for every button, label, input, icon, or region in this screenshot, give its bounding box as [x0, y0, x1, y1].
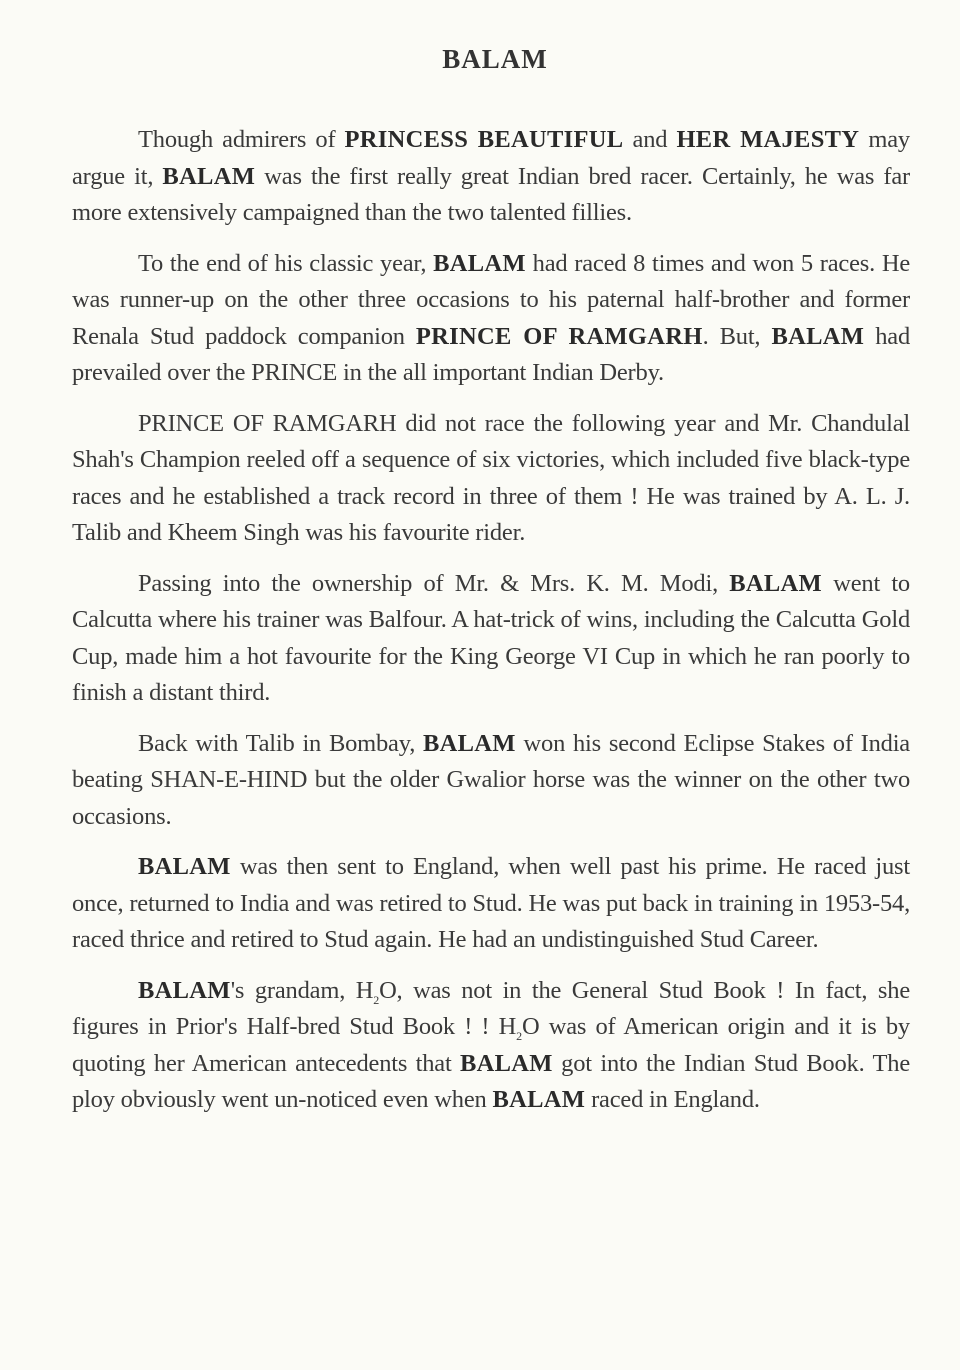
bold-text: BALAM — [138, 853, 231, 880]
text-run: . But, — [702, 322, 772, 350]
bold-text: BALAM — [771, 322, 865, 350]
text-run: Back with Talib in Bombay, — [138, 729, 423, 757]
text-run: raced in England. — [585, 1086, 760, 1113]
text-run: Passing into the ownership of Mr. & Mrs. K. M. Modi, — [138, 569, 730, 597]
bold-text: PRINCE OF RAMGARH — [415, 322, 703, 350]
text-run: O, was not in the General Stud Book ! In fact, she figures in Prior's Half-bred Stud Book ! ! H — [72, 976, 910, 1040]
bold-text: BALAM — [138, 976, 231, 1004]
text-run: was then sent to England, when well past his prime. He raced just once, returned to India and was retired to Stud. He was put back in training in 1953-54, raced thrice and retired to Stud again. He had an undistinguished Stud Career. — [72, 853, 910, 953]
bold-text: BALAM — [729, 569, 822, 597]
paragraph — [72, 973, 910, 1119]
text-run: had raced 8 times and won 5 races. He was runner-up on the other three occasions to his paternal half-brother and former Renala Stud paddock companion — [72, 249, 910, 350]
text-run: 's grandam, H — [230, 976, 374, 1004]
paragraph — [72, 726, 910, 836]
paragraph — [72, 246, 910, 392]
paragraph — [72, 849, 910, 959]
bold-text: BALAM — [460, 1049, 553, 1077]
text-run: may argue it, — [72, 126, 910, 190]
bold-text: PRINCESS BEAUTIFUL — [344, 126, 624, 153]
paragraph — [72, 566, 910, 712]
subscript-text: 2 — [373, 992, 380, 1007]
subscript-text: 2 — [516, 1028, 522, 1043]
text-run: Though admirers of — [138, 126, 345, 153]
text-run: To the end of his classic year, — [138, 249, 434, 277]
text-run: got into the Indian Stud Book. The ploy obviously went un-noticed even when — [72, 1049, 910, 1113]
bold-text: BALAM — [422, 729, 516, 757]
paragraph — [72, 406, 910, 552]
text-run: O was of American origin and it is by quoting her American antecedents that — [72, 1013, 910, 1077]
text-run: and — [623, 126, 677, 153]
bold-text: BALAM — [492, 1086, 586, 1113]
text-run: had prevailed over the PRINCE in the all important Indian Derby. — [72, 322, 910, 386]
text-run: won his second Eclipse Stakes of India beating SHAN-E-HIND but the older Gwalior horse was the winner on the other two occasions. — [72, 729, 910, 830]
text-run: was the first really great Indian bred racer. Certainly, he was far more extensively campaigned than the two talented fillies. — [72, 162, 910, 226]
article-body — [72, 122, 910, 1133]
page-title: BALAM — [442, 44, 548, 74]
bold-text: BALAM — [433, 249, 526, 277]
text-run: PRINCE OF RAMGARH did not race the following year and Mr. Chandulal Shah's Champion reeled off a sequence of six victories, which included five black-type races and he established a track record in three of them ! He was trained by A. L. J. Talib and Kheem Singh was his favourite rider. — [72, 409, 910, 546]
bold-text: HER MAJESTY — [676, 126, 860, 153]
text-run: went to Calcutta where his trainer was Balfour. A hat-trick of wins, including the Calcutta Gold Cup, made him a hot favourite for the King George VI Cup in which he ran poorly to finish a distant third. — [72, 569, 910, 706]
bold-text: BALAM — [162, 162, 256, 190]
paragraph — [72, 122, 910, 232]
